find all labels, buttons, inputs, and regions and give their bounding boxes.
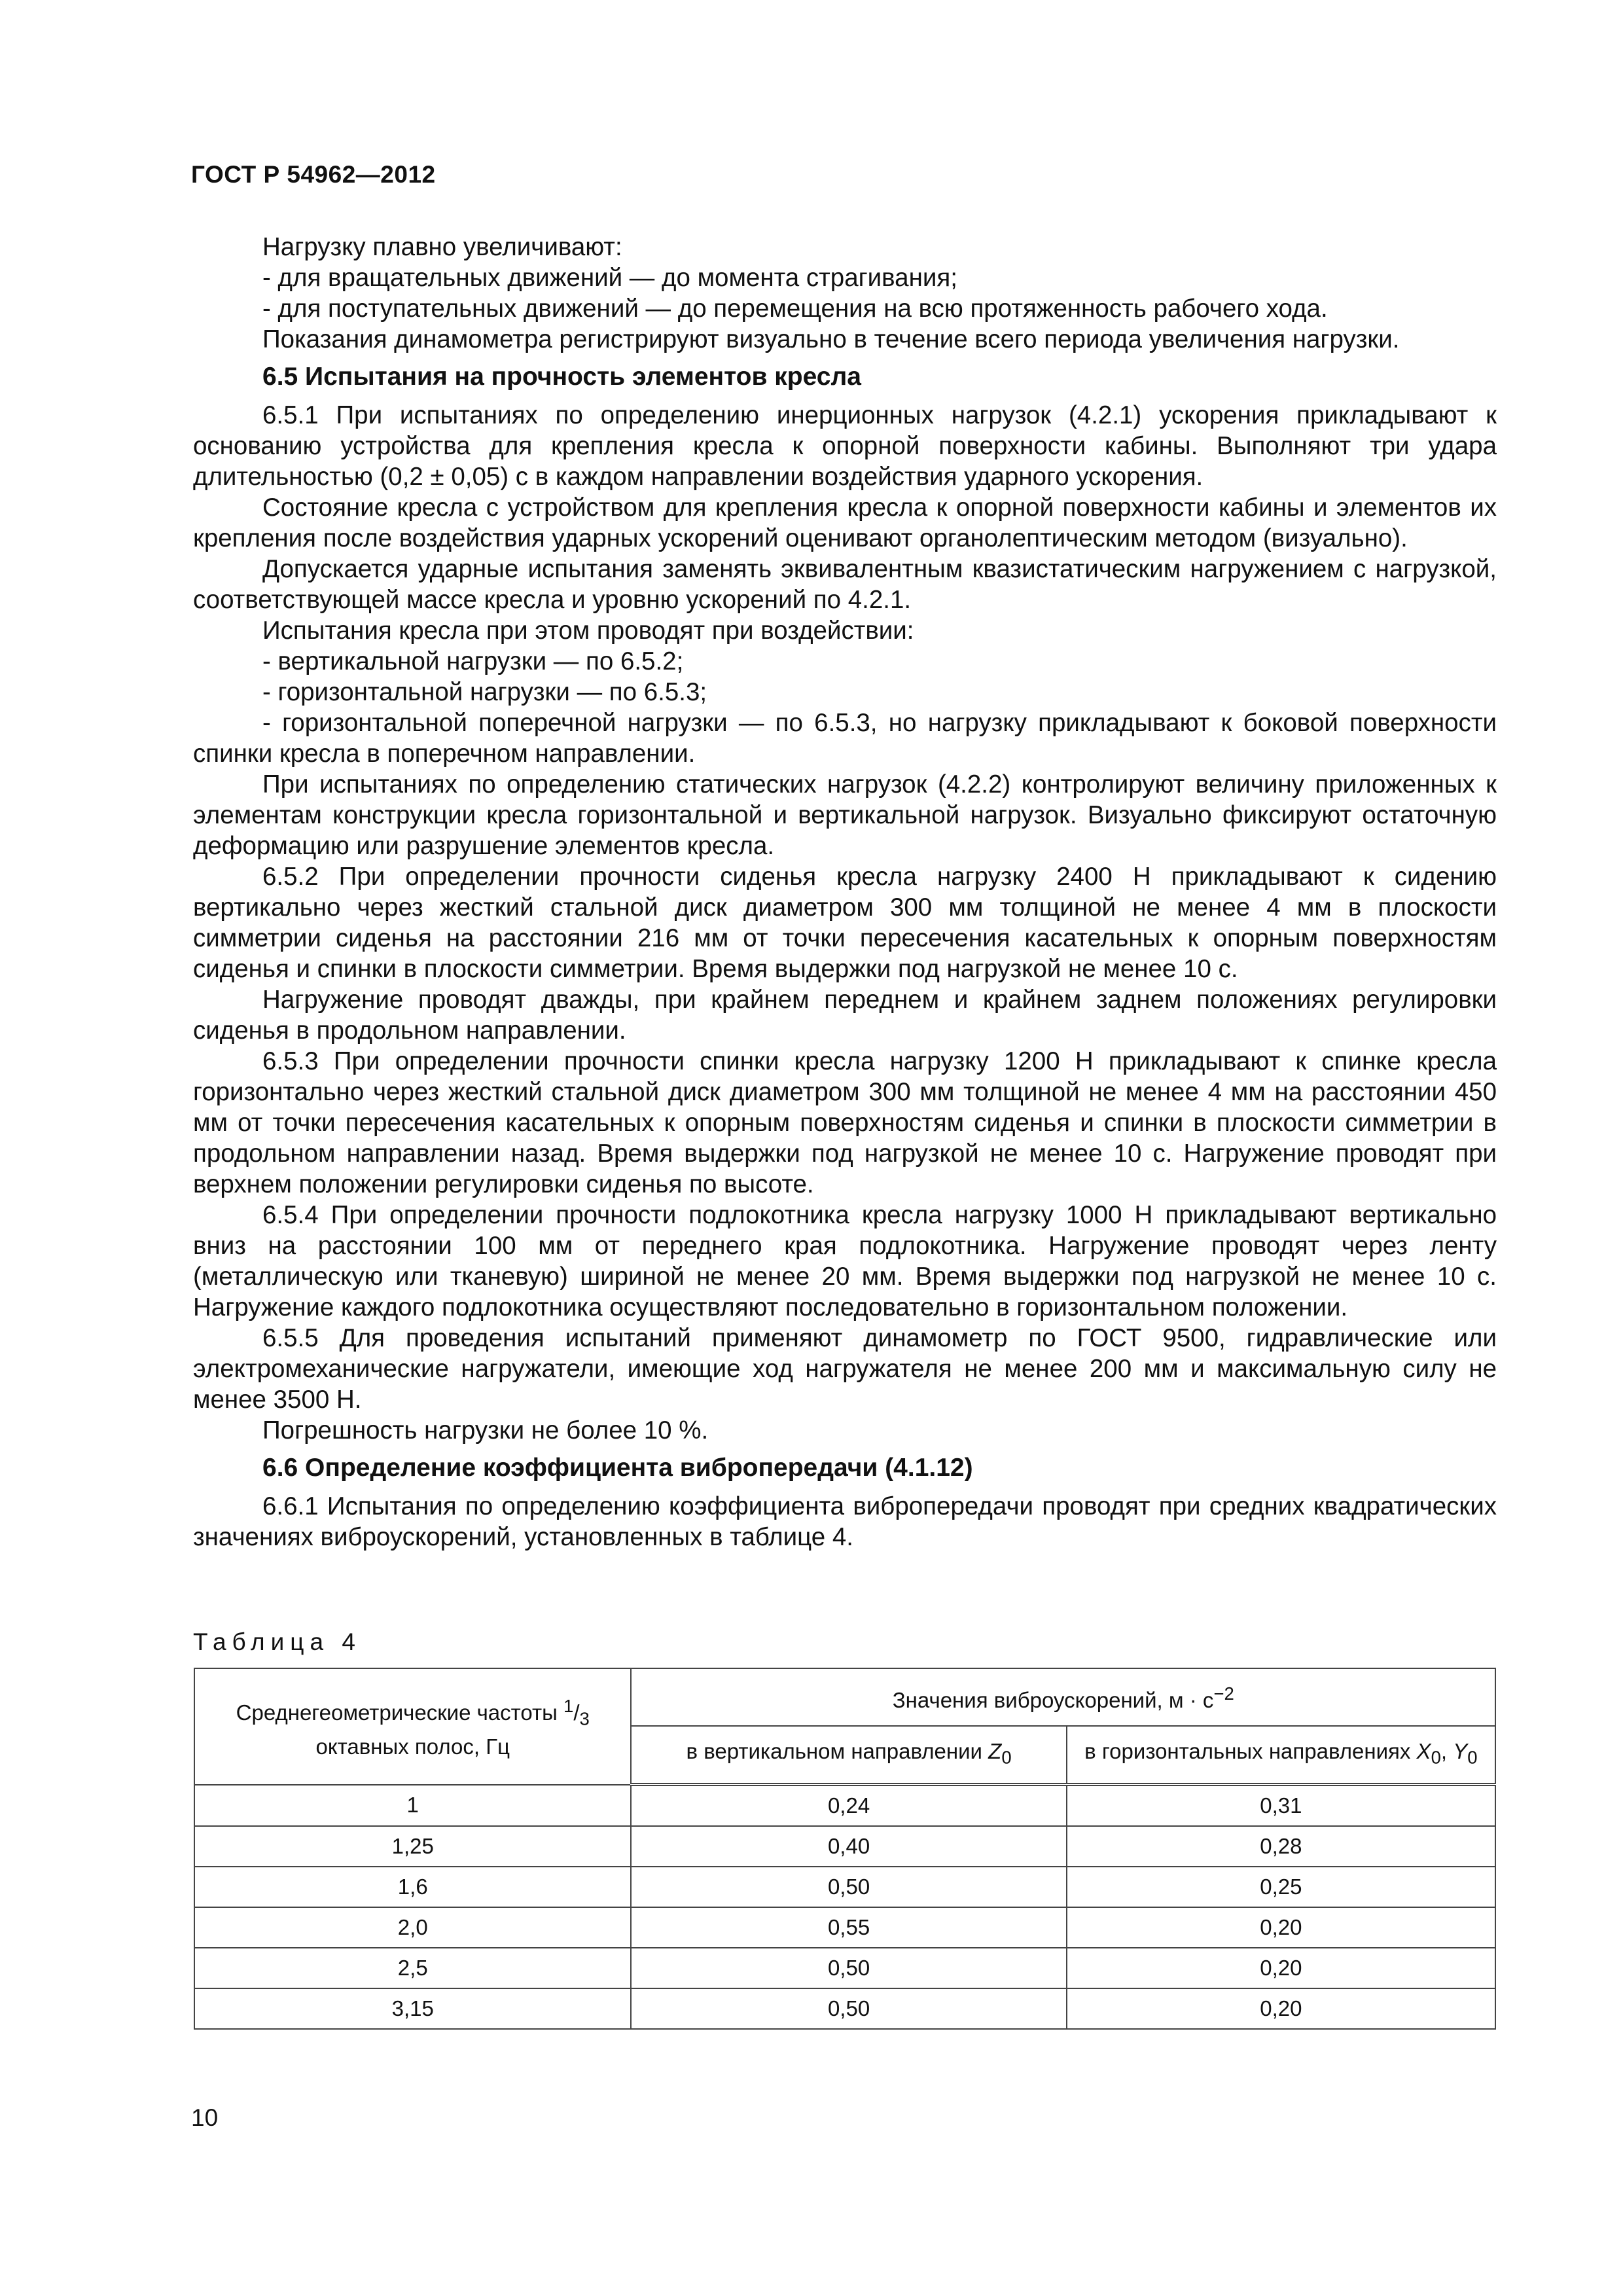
frequency-header-text-2: октавных полос, Гц bbox=[315, 1734, 510, 1759]
vibration-table bbox=[194, 1668, 1496, 2030]
table-cell: 0,55 bbox=[631, 1907, 1066, 1948]
table-cell: 1,25 bbox=[194, 1826, 631, 1867]
table-cell: 0,28 bbox=[1067, 1826, 1495, 1867]
y-variable: Y bbox=[1453, 1739, 1468, 1764]
table-body bbox=[194, 1785, 1495, 2030]
table-cell: 0,24 bbox=[631, 1785, 1066, 1827]
vertical-column-header bbox=[631, 1726, 1066, 1785]
paragraph: 6.5.1 При испытаниях по определению инерционных нагрузок (4.2.1) ускорения прикладывают к основанию устройства для крепления кресла к опорной поверхности кабины. Выполняют три удара длительностью (0,2 ± 0,05) с в каждом направлении воздействия ударного ускорения. bbox=[193, 401, 1497, 491]
table-row bbox=[194, 1948, 1495, 1988]
paragraph: Нагрузку плавно увеличивают: bbox=[262, 233, 622, 261]
table-cell: 0,50 bbox=[631, 1948, 1066, 1988]
table-row bbox=[194, 1785, 1495, 1827]
frequency-column-header: Среднегеометрические частоты $^1/_3$ октавных полос, Гц bbox=[194, 1668, 631, 1785]
x-variable: X bbox=[1416, 1739, 1431, 1764]
acceleration-group-header bbox=[631, 1668, 1495, 1726]
table-cell: 3,15 bbox=[194, 1988, 631, 2029]
table-cell: 0,31 bbox=[1067, 1785, 1495, 1827]
table-cell: 1 bbox=[194, 1785, 631, 1827]
x-subscript: 0 bbox=[1431, 1747, 1441, 1768]
paragraph: Нагружение проводят дважды, при крайнем переднем и крайнем заднем положениях регулировки сиденья в продольном направлении. bbox=[193, 986, 1497, 1045]
z-subscript: 0 bbox=[1001, 1747, 1012, 1768]
list-item: - горизонтальной поперечной нагрузки — по 6.5.3, но нагрузку прикладывают к боковой поверхности спинки кресла в поперечном направлении. bbox=[193, 709, 1497, 768]
table-row bbox=[194, 1988, 1495, 2029]
table-cell: 0,20 bbox=[1067, 1907, 1495, 1948]
table-cell: 0,25 bbox=[1067, 1867, 1495, 1907]
horizontal-column-header bbox=[1067, 1726, 1495, 1785]
table-cell: 2,0 bbox=[194, 1907, 631, 1948]
paragraph: Допускается ударные испытания заменять эквивалентным квазистатическим нагружением с нагрузкой, соответствующей массе кресла и уровню ускорений по 4.2.1. bbox=[193, 555, 1497, 614]
paragraph: Погрешность нагрузки не более 10 %. bbox=[262, 1416, 709, 1444]
vertical-header-text: в вертикальном направлении bbox=[686, 1739, 989, 1764]
list-item: - вертикальной нагрузки — по 6.5.2; bbox=[262, 647, 684, 675]
y-subscript: 0 bbox=[1467, 1747, 1478, 1768]
table-row bbox=[194, 1867, 1495, 1907]
list-item: - для вращательных движений — до момента страгивания; bbox=[262, 264, 957, 292]
table-caption: Таблица 4 bbox=[193, 1628, 361, 1655]
paragraph: Испытания кресла при этом проводят при воздействии: bbox=[262, 617, 914, 645]
acceleration-group-text: Значения виброускорений, м · с bbox=[892, 1688, 1214, 1712]
separator: , bbox=[1440, 1739, 1454, 1764]
section-heading: 6.6 Определение коэффициента вибропередачи (4.1.12) bbox=[262, 1454, 973, 1482]
page-number: 10 bbox=[191, 2104, 219, 2131]
table-row bbox=[194, 1826, 1495, 1867]
paragraph: 6.5.3 При определении прочности спинки кресла нагрузку 1200 Н прикладывают к спинке кресла горизонтально через жесткий стальной диск диаметром 300 мм толщиной не менее 4 мм на расстоянии 450 мм от точки пересечения касательных к опорным поверхностям сиденья и спинки в плоскости симметрии в продольном направлении назад. Время выдержки под нагрузкой не менее 10 с. Нагружение проводят при верхнем положении регулировки сиденья по высоте. bbox=[193, 1047, 1497, 1198]
document-header: ГОСТ Р 54962—2012 bbox=[191, 161, 436, 188]
table-cell: 0,50 bbox=[631, 1867, 1066, 1907]
table-row bbox=[194, 1907, 1495, 1948]
paragraph: 6.5.5 Для проведения испытаний применяют динамометр по ГОСТ 9500, гидравлические или электромеханические нагружатели, имеющие ход нагружателя не менее 200 мм и максимальную силу не менее 3500 Н. bbox=[193, 1324, 1497, 1414]
document-body bbox=[193, 232, 1497, 1552]
z-variable: Z bbox=[988, 1739, 1002, 1764]
paragraph: Показания динамометра регистрируют визуально в течение всего периода увеличения нагрузки. bbox=[262, 325, 1400, 353]
table-cell: 0,20 bbox=[1067, 1988, 1495, 2029]
unit-exponent: −2 bbox=[1213, 1683, 1234, 1704]
fraction-numerator: 1 bbox=[563, 1695, 574, 1716]
table-cell: 0,40 bbox=[631, 1826, 1066, 1867]
paragraph: 6.5.4 При определении прочности подлокотника кресла нагрузку 1000 Н прикладывают вертикально вниз на расстоянии 100 мм от переднего края подлокотника. Нагружение проводят через ленту (металлическую или тканевую) шириной не менее 20 мм. Время выдержки под нагрузкой не менее 10 с. Нагружение каждого подлокотника осуществляют последовательно в горизонтальном положении. bbox=[193, 1201, 1497, 1321]
paragraph: При испытаниях по определению статических нагрузок (4.2.2) контролируют величину приложенных к элементам конструкции кресла горизонтальной и вертикальной нагрузок. Визуально фиксируют остаточную деформацию или разрушение элементов кресла. bbox=[193, 770, 1497, 860]
frequency-header-text: Среднегеометрические частоты bbox=[236, 1700, 564, 1725]
section-heading: 6.5 Испытания на прочность элементов кресла bbox=[262, 363, 861, 391]
list-item: - для поступательных движений — до перемещения на всю протяженность рабочего хода. bbox=[262, 295, 1328, 323]
table-cell: 0,50 bbox=[631, 1988, 1066, 2029]
paragraph: 6.6.1 Испытания по определению коэффициента вибропередачи проводят при средних квадратических значениях виброускорений, установленных в таблице 4. bbox=[193, 1492, 1497, 1551]
table-cell: 2,5 bbox=[194, 1948, 631, 1988]
paragraph: Состояние кресла с устройством для крепления кресла к опорной поверхности кабины и элементов их крепления после воздействия ударных ускорений оценивают органолептическим методом (визуально). bbox=[193, 493, 1497, 552]
horizontal-header-text: в горизонтальных направлениях bbox=[1084, 1739, 1417, 1764]
fraction-denominator: 3 bbox=[579, 1708, 590, 1729]
paragraph: 6.5.2 При определении прочности сиденья кресла нагрузку 2400 Н прикладывают к сидению вертикально через жесткий стальной диск диаметром 300 мм толщиной не менее 4 мм в плоскости симметрии сиденья на расстоянии 216 мм от точки пересечения касательных к опорным поверхностям сиденья и спинки в плоскости симметрии. Время выдержки под нагрузкой не менее 10 с. bbox=[193, 863, 1497, 983]
list-item: - горизонтальной нагрузки — по 6.5.3; bbox=[262, 678, 707, 706]
table-cell: 1,6 bbox=[194, 1867, 631, 1907]
table-cell: 0,20 bbox=[1067, 1948, 1495, 1988]
